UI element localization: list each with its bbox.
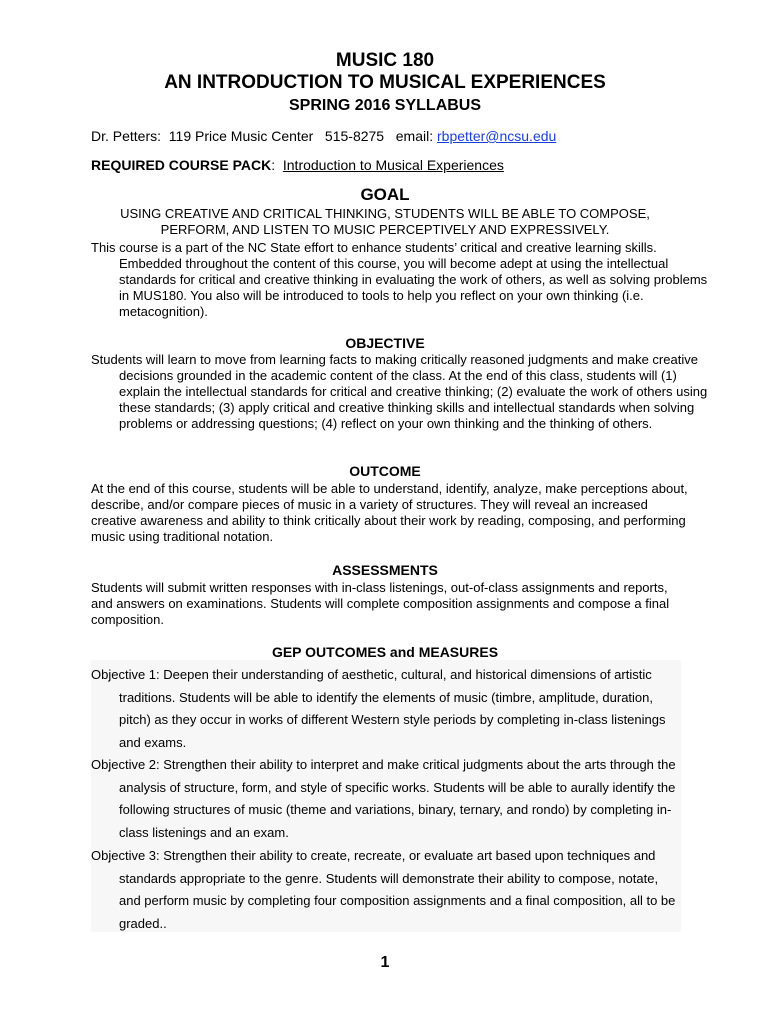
outcome-heading: OUTCOME [349, 463, 421, 479]
term-title: SPRING 2016 SYLLABUS [288, 97, 482, 114]
assessments-heading: ASSESSMENTS [332, 562, 438, 578]
instructor-info: Dr. Petters: 119 Price Music Center 515-8275 email: [91, 128, 438, 144]
assessments-body: Students will submit written responses with in-class listenings, out-of-class assignments and reports, and answers on examinations. Students will complete composition assignments and compose a final composition. [91, 580, 670, 627]
gep-objective-1: Objective 1: Deepen their understanding of aesthetic, cultural, and historical dimensions of artistic traditions. Students will be able to identify the elements of music (timbre, amplitude, duration, pitch) as they occur in works of different Western style periods by completing in-class listenings and exams. [91, 667, 666, 750]
course-code-title: MUSIC 180 [335, 50, 435, 71]
email-link[interactable]: rbpetter@ncsu.edu [437, 128, 557, 144]
course-pack-separator: : [271, 157, 283, 173]
gep-objective-2: Objective 2: Strengthen their ability to interpret and make critical judgments about the arts through the analysis of structure, form, and style of specific works. Students will be able to aurally identify the following structures of music (theme and variations, binary, ternary, and rondo) by completing in-class listenings and an exam. [91, 757, 676, 840]
goal-subtitle-line-2: PERFORM, AND LISTEN TO MUSIC PERCEPTIVELY AND EXPRESSIVELY. [160, 222, 610, 237]
course-title: AN INTRODUCTION TO MUSICAL EXPERIENCES [164, 72, 606, 93]
course-pack-line [91, 156, 504, 174]
goal-heading: GOAL [360, 185, 410, 204]
outcome-body: At the end of this course, students will be able to understand, identify, analyze, make perceptions about, describe, and/or compare pieces of music in a variety of structures. They will reveal an increased creative awareness and ability to think critically about their work by reading, composing, and performing music using traditional notation. [91, 481, 688, 544]
gep-heading: GEP OUTCOMES and MEASURES [271, 644, 499, 660]
instructor-contact [91, 127, 556, 145]
gep-objective-3: Objective 3: Strengthen their ability to create, recreate, or evaluate art based upon techniques and standards appropriate to the genre. Students will demonstrate their ability to compose, notate, and perform music by completing four composition assignments and a final composition, all to be graded.. [91, 848, 676, 931]
objective-body: Students will learn to move from learning facts to making critically reasoned judgments and make creative decisions grounded in the academic content of the class. At the end of this class, students will (1) explain the intellectual standards for critical and creative thinking; (2) evaluate the work of others using these standards; (3) apply critical and creative thinking skills and intellectual standards when solving problems or addressing questions; (4) reflect on your own thinking and the thinking of others. [91, 352, 708, 431]
goal-subtitle [0, 206, 770, 238]
course-pack-label: REQUIRED COURSE PACK [91, 157, 272, 173]
goal-body: This course is a part of the NC State effort to enhance students’ critical and creative learning skills. Embedded throughout the content of this course, you will become adept at using the intellectual standards for critical and creative thinking in evaluating the work of others, as well as solving problems in MUS180. You also will be introduced to tools to help you reflect on your own thinking (i.e. metacognition). [91, 240, 708, 319]
goal-subtitle-line-1: USING CREATIVE AND CRITICAL THINKING, STUDENTS WILL BE ABLE TO COMPOSE, [120, 206, 650, 221]
page-number: 1 [380, 954, 390, 971]
objective-heading: OBJECTIVE [345, 335, 425, 351]
course-pack-title: Introduction to Musical Experiences [282, 157, 504, 173]
